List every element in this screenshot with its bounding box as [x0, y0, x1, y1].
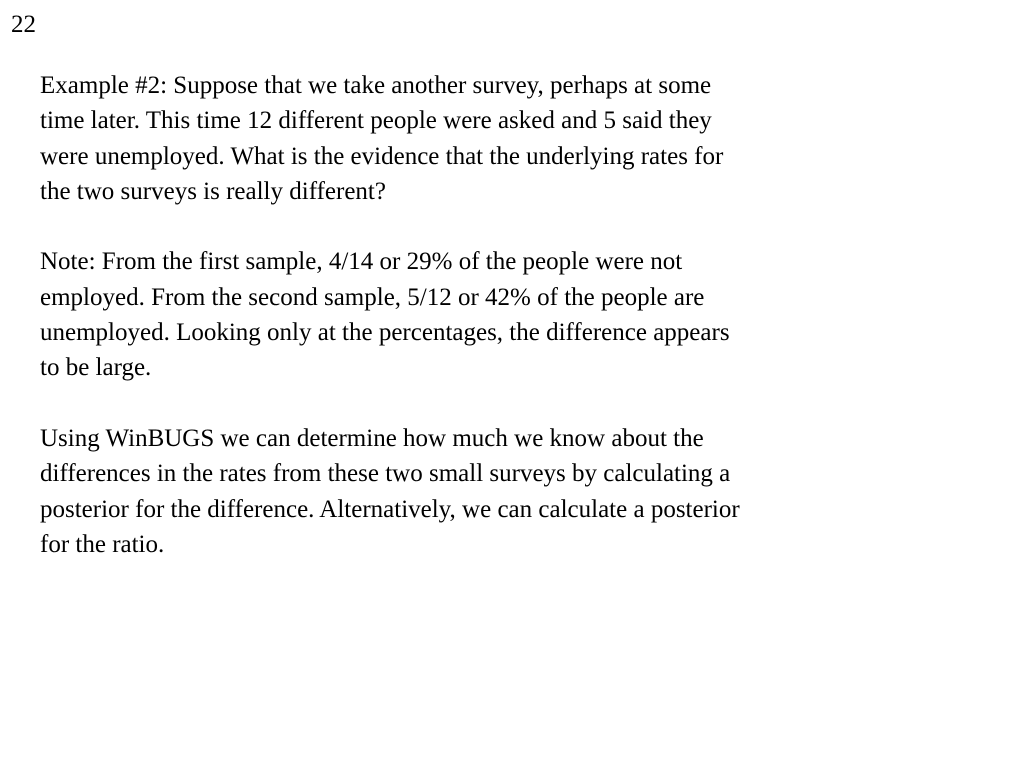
- page-number: 22: [11, 11, 36, 38]
- paragraph-note: Note: From the first sample, 4/14 or 29% of the people were not employed. From the second sample, 5/12 or 42% of the people are unemployed. Looking only at the percentages, the difference appears to be large.: [40, 248, 730, 382]
- slide-body: [40, 68, 940, 597]
- paragraph-example-2: Example #2: Suppose that we take another survey, perhaps at some time later. This time 12 different people were asked and 5 said they were unemployed. What is the evidence that the underlying rates for the two surveys is really different?: [40, 72, 724, 205]
- paragraph-winbugs: Using WinBUGS we can determine how much we know about the differences in the rates from these two small surveys by calculating a posterior for the difference. Alternatively, we can calculate a posterior for the ratio.: [40, 424, 740, 558]
